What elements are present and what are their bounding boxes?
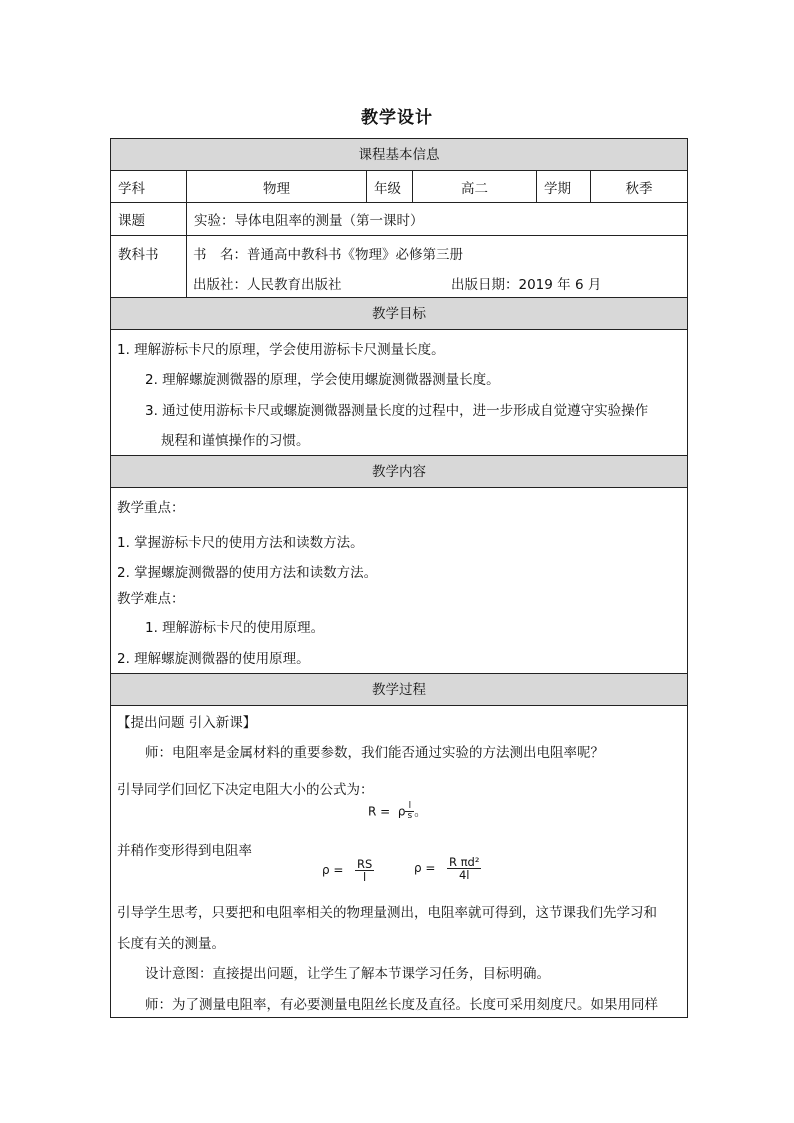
term-label: 学期 bbox=[537, 171, 591, 202]
process-paragraph: 师：为了测量电阻率，有必要测量电阻丝长度及直径。长度可采用刻度尺。如果用同样 bbox=[145, 997, 658, 1013]
process-header: 教学过程 bbox=[111, 674, 687, 706]
formula-tail: 。 bbox=[414, 804, 427, 819]
subject-row bbox=[111, 171, 687, 203]
key-point-item: 1. 掌握游标卡尺的使用方法和读数方法。 bbox=[117, 535, 364, 551]
fraction-denominator: s bbox=[407, 811, 413, 822]
process-paragraph: 引导同学们回忆下决定电阻大小的公式为： bbox=[117, 782, 374, 798]
fraction-numerator: R πd² bbox=[448, 855, 480, 869]
lesson-plan-table bbox=[110, 138, 688, 1018]
rs-over-l-fraction bbox=[355, 858, 374, 883]
textbook-label: 教科书 bbox=[111, 236, 187, 297]
process-paragraph: 引导学生思考，只要把和电阻率相关的物理量测出，电阻率就可得到，这节课我们先学习和 bbox=[117, 905, 657, 921]
textbook-row bbox=[111, 236, 687, 298]
resistivity-formula-area bbox=[322, 858, 374, 883]
key-point-item: 2. 掌握螺旋测微器的使用方法和读数方法。 bbox=[117, 565, 378, 581]
content-body bbox=[111, 488, 687, 674]
grade-label: 年级 bbox=[367, 171, 413, 202]
fraction-denominator: 4l bbox=[458, 868, 470, 883]
key-points-label: 教学重点： bbox=[117, 500, 185, 516]
objectives-header: 教学目标 bbox=[111, 298, 687, 330]
fraction-numerator: l bbox=[405, 802, 414, 812]
topic-value: 实验：导体电阻率的测量（第一课时） bbox=[194, 213, 424, 229]
publish-date-line: 出版日期：2019 年 6 月 bbox=[451, 277, 602, 293]
topic-row bbox=[111, 203, 687, 236]
rho-symbol: ρ bbox=[397, 804, 406, 819]
process-body bbox=[111, 706, 687, 1017]
resistivity-formula-diameter bbox=[414, 856, 481, 881]
publisher-line: 出版社：人民教育出版社 bbox=[193, 277, 342, 293]
objectives-body bbox=[111, 330, 687, 456]
objective-item: 1. 理解游标卡尺的原理，学会使用游标卡尺测量长度。 bbox=[117, 342, 445, 358]
process-paragraph-continued: 长度有关的测量。 bbox=[117, 936, 225, 952]
length-over-area-fraction bbox=[405, 802, 414, 822]
process-paragraph: 并稍作变形得到电阻率 bbox=[117, 843, 252, 859]
textbook-details bbox=[187, 236, 687, 297]
fraction-denominator: l bbox=[363, 870, 367, 885]
objective-item: 2. 理解螺旋测微器的原理，学会使用螺旋测微器测量长度。 bbox=[145, 372, 500, 388]
content-header: 教学内容 bbox=[111, 456, 687, 488]
subject-value: 物理 bbox=[187, 171, 367, 202]
topic-label: 课题 bbox=[111, 203, 187, 235]
difficulty-item: 2. 理解螺旋测微器的使用原理。 bbox=[117, 651, 310, 667]
resistance-formula bbox=[368, 802, 426, 822]
difficulty-item: 1. 理解游标卡尺的使用原理。 bbox=[145, 620, 325, 636]
term-value: 秋季 bbox=[625, 180, 653, 197]
formula-lhs: ρ = bbox=[322, 863, 344, 878]
design-intent: 设计意图：直接提出问题，让学生了解本节课学习任务，目标明确。 bbox=[145, 966, 550, 982]
r-pi-d-squared-over-4l-fraction bbox=[447, 856, 481, 881]
grade-value: 高二 bbox=[413, 171, 537, 202]
basic-info-header: 课程基本信息 bbox=[111, 139, 687, 171]
subject-label: 学科 bbox=[111, 171, 187, 202]
document-title: 教学设计 bbox=[361, 108, 433, 128]
difficulty-label: 教学难点： bbox=[117, 591, 185, 607]
fraction-numerator: RS bbox=[356, 857, 373, 871]
formula-lhs: R = bbox=[368, 804, 391, 819]
book-name-line: 书 名：普通高中教科书《物理》必修第三册 bbox=[193, 247, 463, 263]
objective-item-continued: 规程和谨慎操作的习惯。 bbox=[161, 433, 310, 449]
section-title: 【提出问题 引入新课】 bbox=[117, 715, 257, 731]
objective-item: 3. 通过使用游标卡尺或螺旋测微器测量长度的过程中，进一步形成自觉遵守实验操作 bbox=[145, 403, 649, 419]
formula-lhs: ρ = bbox=[414, 861, 436, 876]
process-paragraph: 师：电阻率是金属材料的重要参数，我们能否通过实验的方法测出电阻率呢？ bbox=[145, 745, 604, 761]
